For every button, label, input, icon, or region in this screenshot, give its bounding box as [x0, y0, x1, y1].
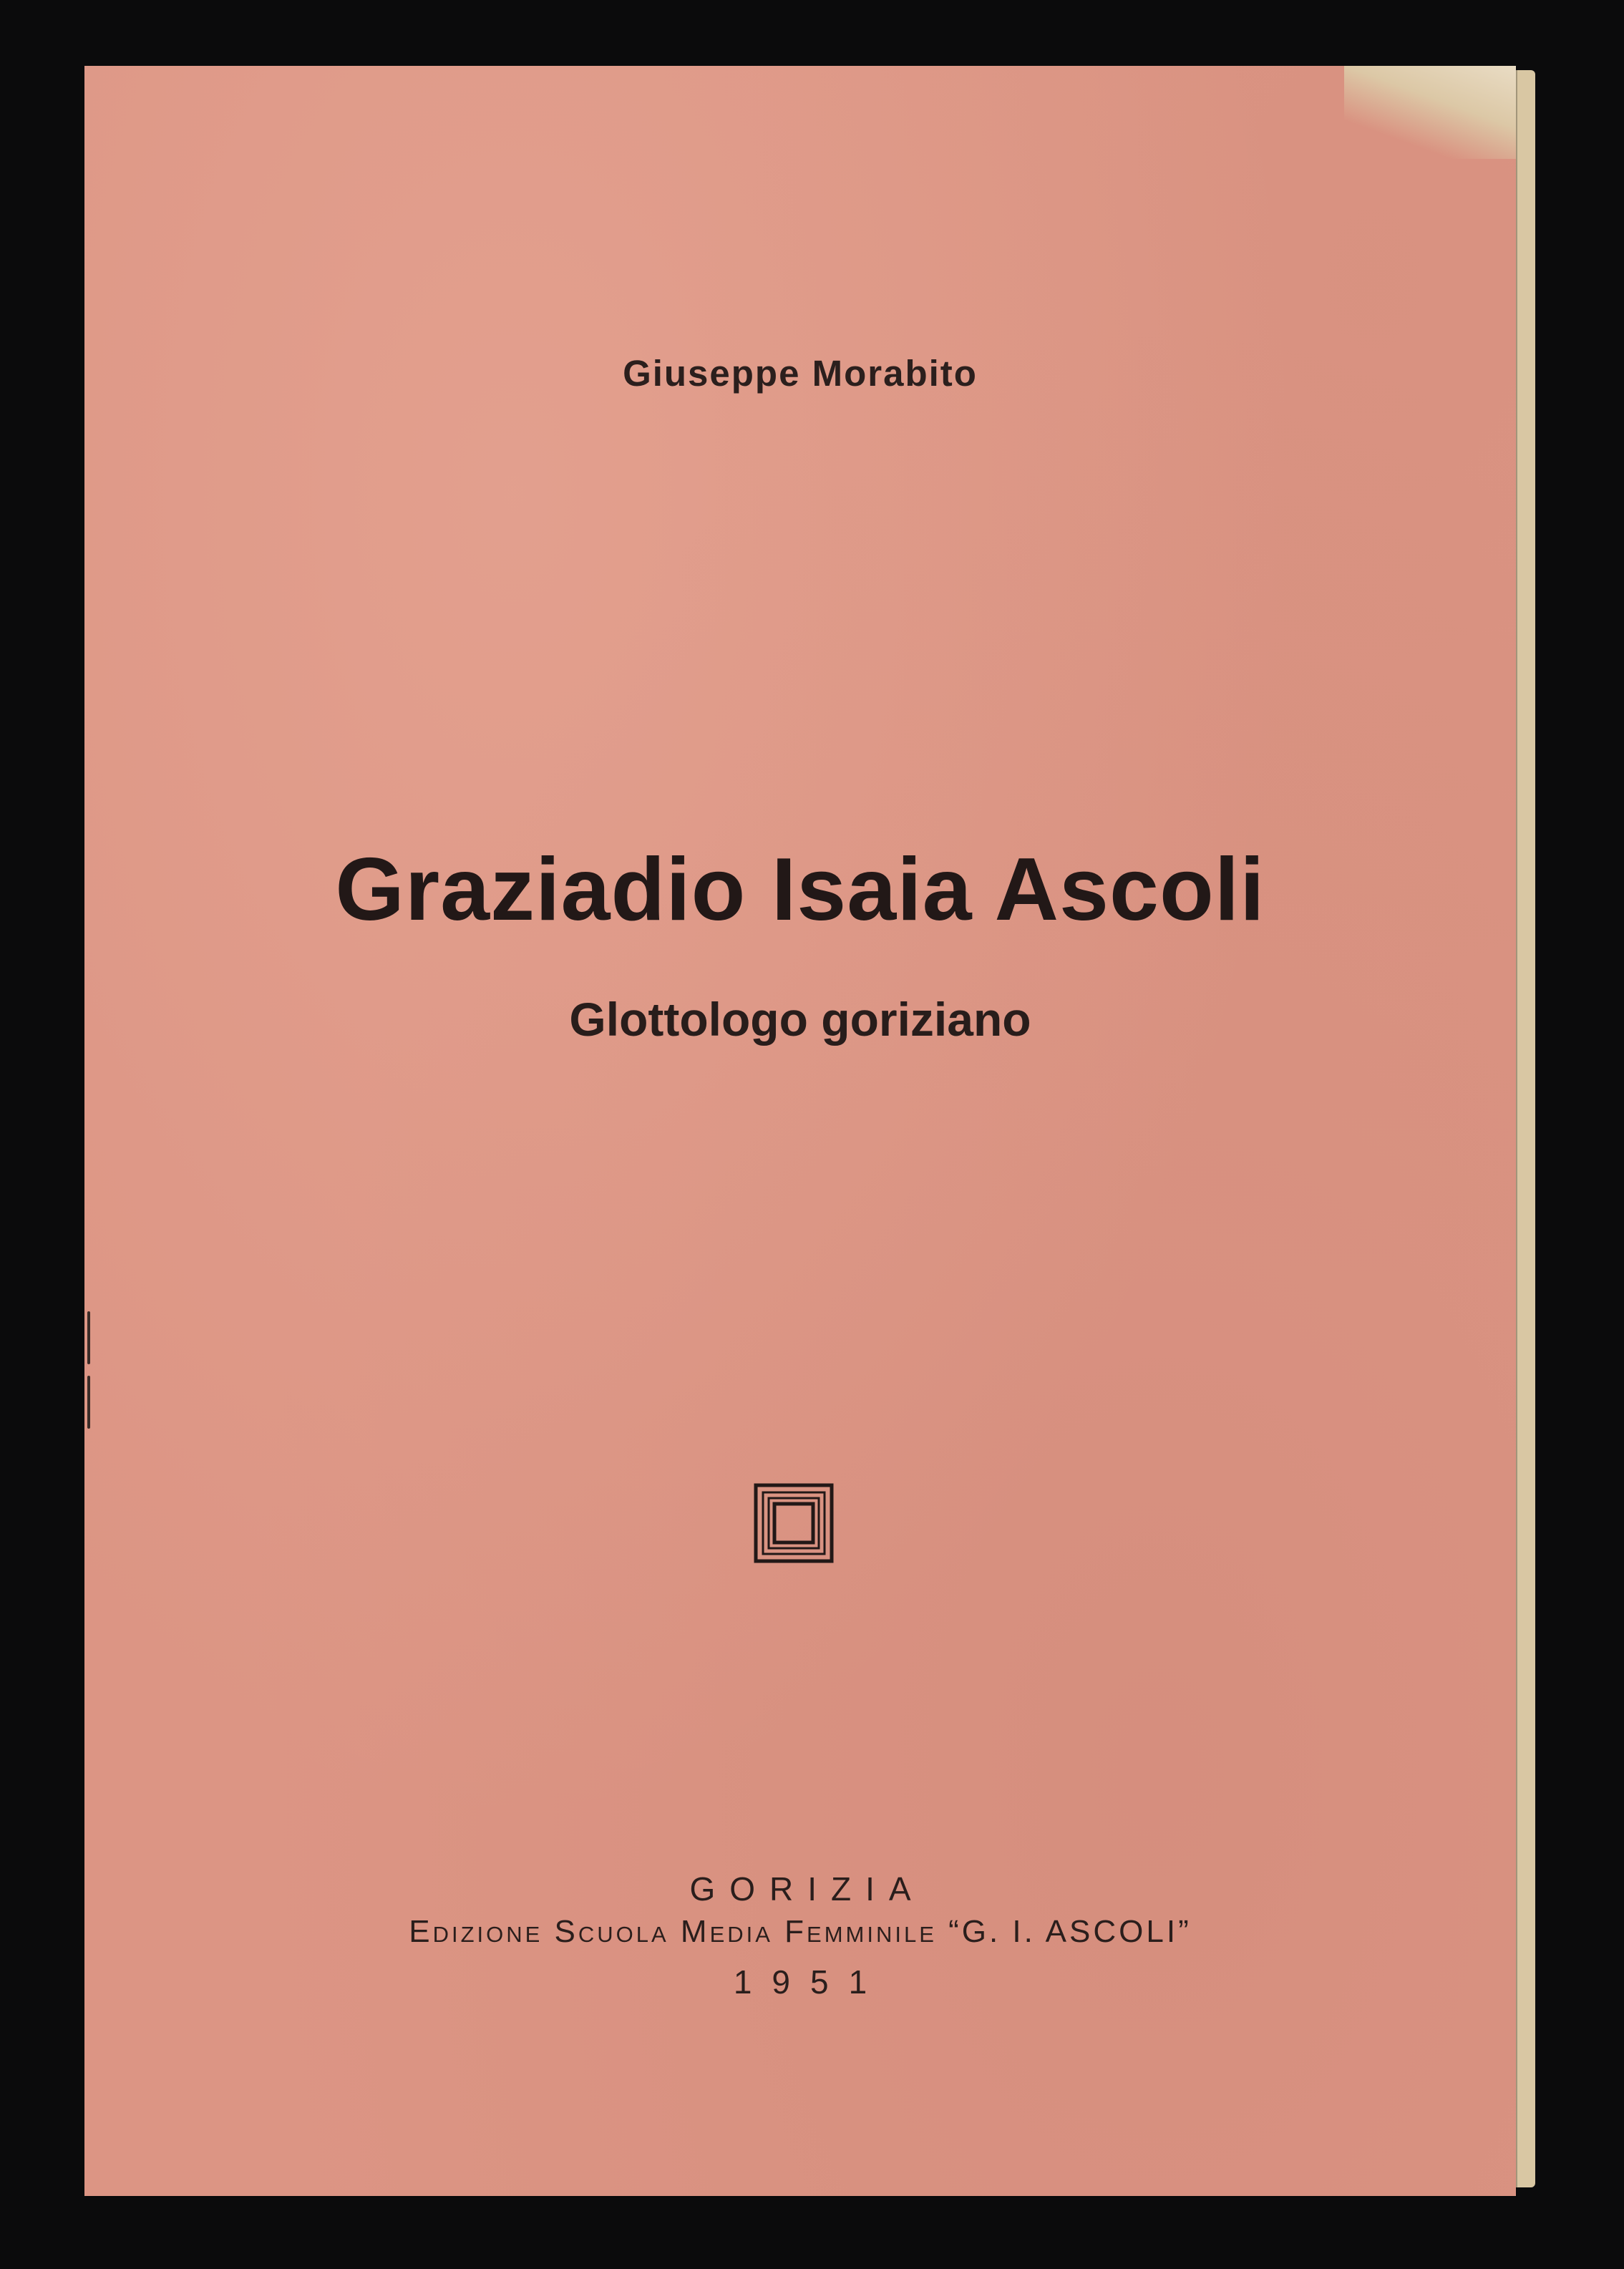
book-title: Graziadio Isaia Ascoli [335, 840, 1265, 939]
nested-square-icon [754, 1483, 834, 1563]
publisher-name: Edizione Scuola Media Femminile “G. I. ASCOLI” [409, 1914, 1192, 1949]
staple-top [87, 1311, 90, 1364]
publication-year: 1951 [733, 1963, 888, 2001]
author-name: Giuseppe Morabito [623, 353, 978, 394]
publisher-city: GORIZIA [689, 1870, 925, 1908]
staple-bottom [87, 1376, 90, 1429]
worn-corner [1344, 66, 1516, 159]
booklet-cover [84, 66, 1516, 2196]
book-subtitle: Glottologo goriziano [569, 993, 1031, 1046]
